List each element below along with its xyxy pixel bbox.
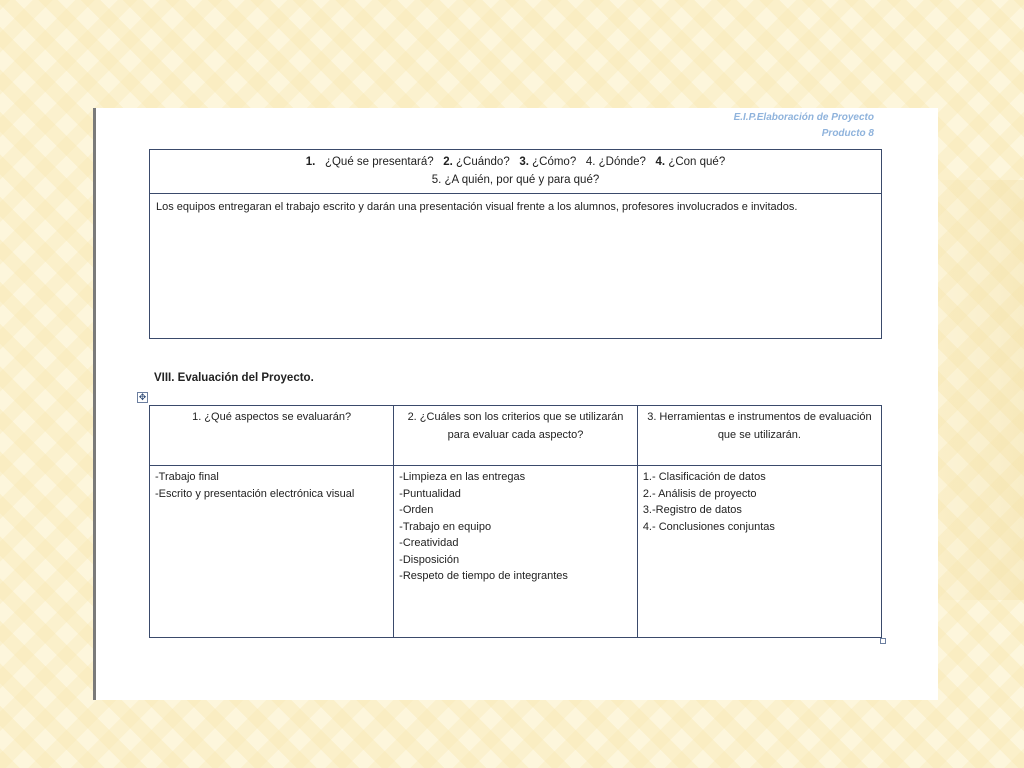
list-item: -Respeto de tiempo de integrantes bbox=[399, 570, 568, 582]
q5-text: ¿Con qué? bbox=[668, 156, 726, 168]
list-item: -Escrito y presentación electrónica visual bbox=[155, 487, 355, 500]
q4-text: ¿Dónde? bbox=[598, 156, 646, 168]
header-project-title: E.I.P.Elaboración de Proyecto bbox=[733, 112, 874, 123]
section-title: VIII. Evaluación del Proyecto. bbox=[154, 372, 314, 384]
move-icon[interactable]: ✥ bbox=[138, 392, 147, 402]
q2-text: ¿Cuándo? bbox=[456, 156, 510, 168]
questions-heading-line1 bbox=[150, 153, 881, 171]
questions-table bbox=[149, 149, 882, 339]
q2-number: 2. bbox=[443, 156, 453, 168]
q5-number: 4. bbox=[655, 156, 666, 168]
list-item: 3.-Registro de datos bbox=[642, 504, 742, 516]
resize-handle-icon[interactable] bbox=[880, 638, 886, 644]
eval-col3-header: 3. Herramientas e instrumentos de evaluación que se utilizarán. bbox=[637, 406, 881, 466]
eval-col1-header: 1. ¿Qué aspectos se evaluarán? bbox=[150, 406, 394, 466]
list-item: -Creatividad bbox=[399, 537, 459, 549]
list-item: 4.- Conclusiones conjuntas bbox=[642, 520, 775, 533]
list-item: -Disposición bbox=[399, 553, 460, 566]
eval-col2-cell bbox=[394, 466, 638, 638]
q4-number: 4. bbox=[585, 156, 596, 168]
questions-heading-line2: 5. ¿A quién, por qué y para qué? bbox=[431, 174, 600, 186]
list-item: -Trabajo en equipo bbox=[399, 520, 492, 533]
eval-col1-cell bbox=[150, 466, 394, 638]
list-item: -Puntualidad bbox=[399, 487, 461, 500]
questions-table-body: Los equipos entregaran el trabajo escrito y darán una presentación visual frente a los alumnos, profesores involucrados e invitados. bbox=[156, 201, 798, 213]
list-item: -Orden bbox=[399, 504, 434, 516]
header-product: Producto 8 bbox=[821, 128, 874, 139]
q3-text: ¿Cómo? bbox=[532, 156, 577, 168]
evaluation-table bbox=[149, 405, 882, 638]
questions-table-heading bbox=[150, 150, 881, 194]
list-item: -Trabajo final bbox=[155, 471, 219, 483]
q1-text: ¿Qué se presentará? bbox=[324, 156, 434, 168]
eval-col3-cell bbox=[637, 466, 881, 638]
list-item: 1.- Clasificación de datos bbox=[642, 471, 766, 483]
list-item: -Limpieza en las entregas bbox=[399, 471, 526, 483]
document-page bbox=[93, 108, 938, 700]
q1-number: 1. bbox=[305, 156, 316, 168]
list-item: 2.- Análisis de proyecto bbox=[642, 487, 757, 500]
q3-number: 3. bbox=[519, 156, 529, 168]
eval-col2-header: 2. ¿Cuáles son los criterios que se utilizarán para evaluar cada aspecto? bbox=[394, 406, 638, 466]
